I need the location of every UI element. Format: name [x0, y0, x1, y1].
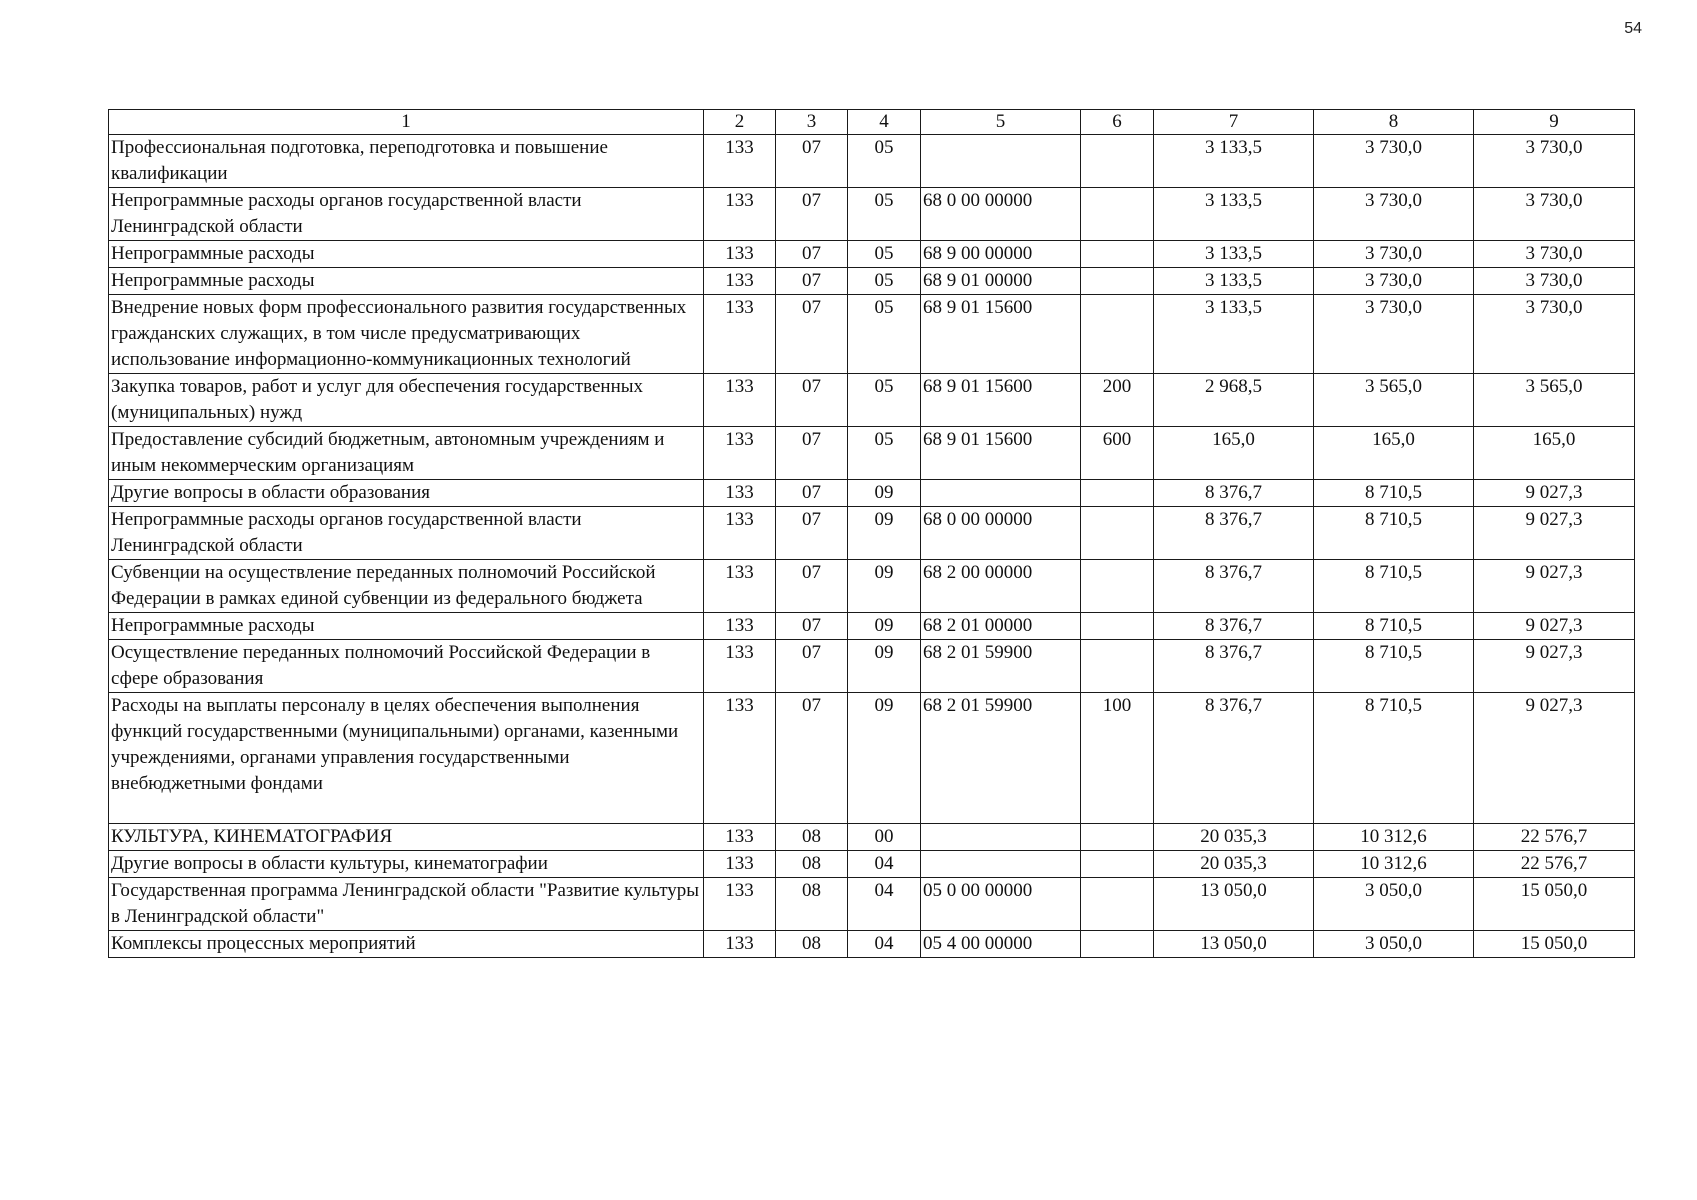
row-vr [1081, 268, 1154, 295]
row-pr: 00 [848, 824, 921, 851]
row-name: Внедрение новых форм профессионального развития государственных гражданских служащих, в том числе предусматривающих использование информационно-коммуникационных технологий [109, 295, 704, 374]
row-csr: 68 9 00 00000 [921, 241, 1081, 268]
row-rz: 07 [776, 268, 848, 295]
row-gr: 133 [704, 640, 776, 693]
row-gr: 133 [704, 427, 776, 480]
row-amount-y3: 3 730,0 [1474, 135, 1635, 188]
row-amount-y1: 8 376,7 [1154, 640, 1314, 693]
row-csr: 05 4 00 00000 [921, 931, 1081, 958]
row-name: Непрограммные расходы [109, 268, 704, 295]
row-pr: 09 [848, 560, 921, 613]
row-amount-y2: 8 710,5 [1314, 560, 1474, 613]
row-amount-y2: 3 050,0 [1314, 931, 1474, 958]
row-pr: 05 [848, 268, 921, 295]
row-rz: 07 [776, 374, 848, 427]
row-amount-y3: 9 027,3 [1474, 560, 1635, 613]
row-amount-y2: 10 312,6 [1314, 851, 1474, 878]
row-rz: 07 [776, 188, 848, 241]
header-col-9: 9 [1474, 110, 1635, 135]
row-vr [1081, 480, 1154, 507]
row-amount-y2: 3 730,0 [1314, 241, 1474, 268]
row-gr: 133 [704, 560, 776, 613]
row-gr: 133 [704, 480, 776, 507]
row-pr: 05 [848, 295, 921, 374]
row-amount-y3: 15 050,0 [1474, 931, 1635, 958]
row-name: Другие вопросы в области образования [109, 480, 704, 507]
row-amount-y1: 8 376,7 [1154, 480, 1314, 507]
table-row [109, 613, 1635, 640]
row-name: Непрограммные расходы [109, 241, 704, 268]
row-csr: 68 2 01 59900 [921, 640, 1081, 693]
row-csr [921, 135, 1081, 188]
row-csr: 68 0 00 00000 [921, 188, 1081, 241]
row-vr [1081, 851, 1154, 878]
row-gr: 133 [704, 507, 776, 560]
row-name: КУЛЬТУРА, КИНЕМАТОГРАФИЯ [109, 824, 704, 851]
table-row [109, 693, 1635, 824]
row-amount-y3: 3 730,0 [1474, 241, 1635, 268]
row-amount-y1: 20 035,3 [1154, 851, 1314, 878]
row-amount-y1: 3 133,5 [1154, 135, 1314, 188]
row-amount-y1: 13 050,0 [1154, 931, 1314, 958]
row-vr [1081, 560, 1154, 613]
row-amount-y1: 2 968,5 [1154, 374, 1314, 427]
row-vr: 100 [1081, 693, 1154, 824]
row-pr: 04 [848, 931, 921, 958]
row-rz: 07 [776, 560, 848, 613]
row-gr: 133 [704, 374, 776, 427]
row-pr: 05 [848, 374, 921, 427]
row-amount-y3: 9 027,3 [1474, 640, 1635, 693]
row-amount-y1: 13 050,0 [1154, 878, 1314, 931]
row-rz: 07 [776, 640, 848, 693]
row-name: Осуществление переданных полномочий Российской Федерации в сфере образования [109, 640, 704, 693]
table-row [109, 295, 1635, 374]
page-number: 54 [1624, 20, 1642, 37]
row-pr: 09 [848, 613, 921, 640]
row-csr [921, 824, 1081, 851]
row-name: Непрограммные расходы органов государственной власти Ленинградской области [109, 188, 704, 241]
table-row [109, 480, 1635, 507]
row-rz: 07 [776, 693, 848, 824]
row-csr: 68 0 00 00000 [921, 507, 1081, 560]
header-col-8: 8 [1314, 110, 1474, 135]
table-row [109, 135, 1635, 188]
row-gr: 133 [704, 851, 776, 878]
row-name: Профессиональная подготовка, переподготовка и повышение квалификации [109, 135, 704, 188]
row-rz: 07 [776, 135, 848, 188]
row-vr [1081, 135, 1154, 188]
row-csr [921, 851, 1081, 878]
row-vr [1081, 295, 1154, 374]
table-row [109, 851, 1635, 878]
header-col-1: 1 [109, 110, 704, 135]
row-rz: 08 [776, 851, 848, 878]
row-csr [921, 480, 1081, 507]
row-name: Другие вопросы в области культуры, кинематографии [109, 851, 704, 878]
row-amount-y3: 165,0 [1474, 427, 1635, 480]
row-amount-y2: 8 710,5 [1314, 613, 1474, 640]
row-gr: 133 [704, 295, 776, 374]
header-col-2: 2 [704, 110, 776, 135]
row-pr: 05 [848, 135, 921, 188]
row-amount-y1: 8 376,7 [1154, 560, 1314, 613]
table-row [109, 268, 1635, 295]
table-row [109, 507, 1635, 560]
row-rz: 07 [776, 295, 848, 374]
row-pr: 09 [848, 480, 921, 507]
row-rz: 08 [776, 824, 848, 851]
row-pr: 05 [848, 241, 921, 268]
row-vr [1081, 878, 1154, 931]
row-amount-y1: 3 133,5 [1154, 241, 1314, 268]
table-row [109, 560, 1635, 613]
row-pr: 05 [848, 188, 921, 241]
row-amount-y3: 9 027,3 [1474, 693, 1635, 824]
table-row [109, 824, 1635, 851]
row-amount-y1: 8 376,7 [1154, 507, 1314, 560]
row-gr: 133 [704, 241, 776, 268]
row-amount-y2: 165,0 [1314, 427, 1474, 480]
row-amount-y2: 3 730,0 [1314, 268, 1474, 295]
row-amount-y1: 3 133,5 [1154, 268, 1314, 295]
row-amount-y3: 9 027,3 [1474, 480, 1635, 507]
row-name: Непрограммные расходы [109, 613, 704, 640]
header-col-6: 6 [1081, 110, 1154, 135]
row-gr: 133 [704, 613, 776, 640]
row-pr: 05 [848, 427, 921, 480]
row-gr: 133 [704, 693, 776, 824]
row-vr: 600 [1081, 427, 1154, 480]
row-pr: 09 [848, 640, 921, 693]
row-name: Субвенции на осуществление переданных полномочий Российской Федерации в рамках единой субвенции из федерального бюджета [109, 560, 704, 613]
row-amount-y1: 165,0 [1154, 427, 1314, 480]
row-amount-y1: 3 133,5 [1154, 188, 1314, 241]
row-rz: 07 [776, 480, 848, 507]
row-amount-y2: 10 312,6 [1314, 824, 1474, 851]
row-gr: 133 [704, 824, 776, 851]
header-col-5: 5 [921, 110, 1081, 135]
row-amount-y3: 3 730,0 [1474, 188, 1635, 241]
row-rz: 07 [776, 427, 848, 480]
row-amount-y2: 3 565,0 [1314, 374, 1474, 427]
row-amount-y2: 3 730,0 [1314, 188, 1474, 241]
row-rz: 08 [776, 878, 848, 931]
row-name: Закупка товаров, работ и услуг для обеспечения государственных (муниципальных) нужд [109, 374, 704, 427]
row-name: Расходы на выплаты персоналу в целях обеспечения выполнения функций государственными (муниципальными) органами, казенными учреждениями, органами управления государственными внебюджетными фондами [109, 693, 704, 824]
row-csr: 68 9 01 15600 [921, 295, 1081, 374]
row-pr: 04 [848, 878, 921, 931]
row-gr: 133 [704, 931, 776, 958]
row-amount-y3: 3 565,0 [1474, 374, 1635, 427]
table-row [109, 241, 1635, 268]
header-col-7: 7 [1154, 110, 1314, 135]
row-name: Государственная программа Ленинградской области "Развитие культуры в Ленинградской области" [109, 878, 704, 931]
table-row [109, 427, 1635, 480]
row-gr: 133 [704, 268, 776, 295]
row-csr: 68 9 01 15600 [921, 374, 1081, 427]
row-amount-y2: 3 730,0 [1314, 135, 1474, 188]
row-amount-y3: 22 576,7 [1474, 824, 1635, 851]
row-vr: 200 [1081, 374, 1154, 427]
row-amount-y2: 3 730,0 [1314, 295, 1474, 374]
header-col-3: 3 [776, 110, 848, 135]
row-amount-y3: 3 730,0 [1474, 268, 1635, 295]
table-row [109, 374, 1635, 427]
row-vr [1081, 931, 1154, 958]
row-pr: 09 [848, 507, 921, 560]
row-vr [1081, 507, 1154, 560]
row-amount-y3: 9 027,3 [1474, 613, 1635, 640]
row-amount-y3: 9 027,3 [1474, 507, 1635, 560]
row-vr [1081, 241, 1154, 268]
row-csr: 68 2 01 59900 [921, 693, 1081, 824]
row-csr: 68 2 00 00000 [921, 560, 1081, 613]
row-amount-y1: 8 376,7 [1154, 613, 1314, 640]
row-pr: 09 [848, 693, 921, 824]
table-row [109, 188, 1635, 241]
row-amount-y2: 8 710,5 [1314, 507, 1474, 560]
row-amount-y1: 8 376,7 [1154, 693, 1314, 824]
row-csr: 68 9 01 00000 [921, 268, 1081, 295]
row-amount-y3: 22 576,7 [1474, 851, 1635, 878]
row-rz: 07 [776, 507, 848, 560]
row-gr: 133 [704, 188, 776, 241]
table-row [109, 931, 1635, 958]
row-vr [1081, 640, 1154, 693]
row-gr: 133 [704, 878, 776, 931]
table-row [109, 640, 1635, 693]
row-amount-y2: 8 710,5 [1314, 693, 1474, 824]
budget-table [108, 109, 1635, 958]
row-name: Комплексы процессных мероприятий [109, 931, 704, 958]
row-amount-y1: 20 035,3 [1154, 824, 1314, 851]
row-name: Предоставление субсидий бюджетным, автономным учреждениям и иным некоммерческим организациям [109, 427, 704, 480]
row-pr: 04 [848, 851, 921, 878]
row-csr: 68 2 01 00000 [921, 613, 1081, 640]
row-amount-y2: 3 050,0 [1314, 878, 1474, 931]
header-col-4: 4 [848, 110, 921, 135]
row-name: Непрограммные расходы органов государственной власти Ленинградской области [109, 507, 704, 560]
row-amount-y2: 8 710,5 [1314, 640, 1474, 693]
row-amount-y3: 15 050,0 [1474, 878, 1635, 931]
row-vr [1081, 824, 1154, 851]
row-gr: 133 [704, 135, 776, 188]
row-amount-y3: 3 730,0 [1474, 295, 1635, 374]
table-row [109, 878, 1635, 931]
row-rz: 07 [776, 613, 848, 640]
row-csr: 68 9 01 15600 [921, 427, 1081, 480]
row-amount-y1: 3 133,5 [1154, 295, 1314, 374]
row-vr [1081, 613, 1154, 640]
row-amount-y2: 8 710,5 [1314, 480, 1474, 507]
row-rz: 08 [776, 931, 848, 958]
row-vr [1081, 188, 1154, 241]
row-rz: 07 [776, 241, 848, 268]
row-csr: 05 0 00 00000 [921, 878, 1081, 931]
column-number-header [109, 110, 1635, 135]
